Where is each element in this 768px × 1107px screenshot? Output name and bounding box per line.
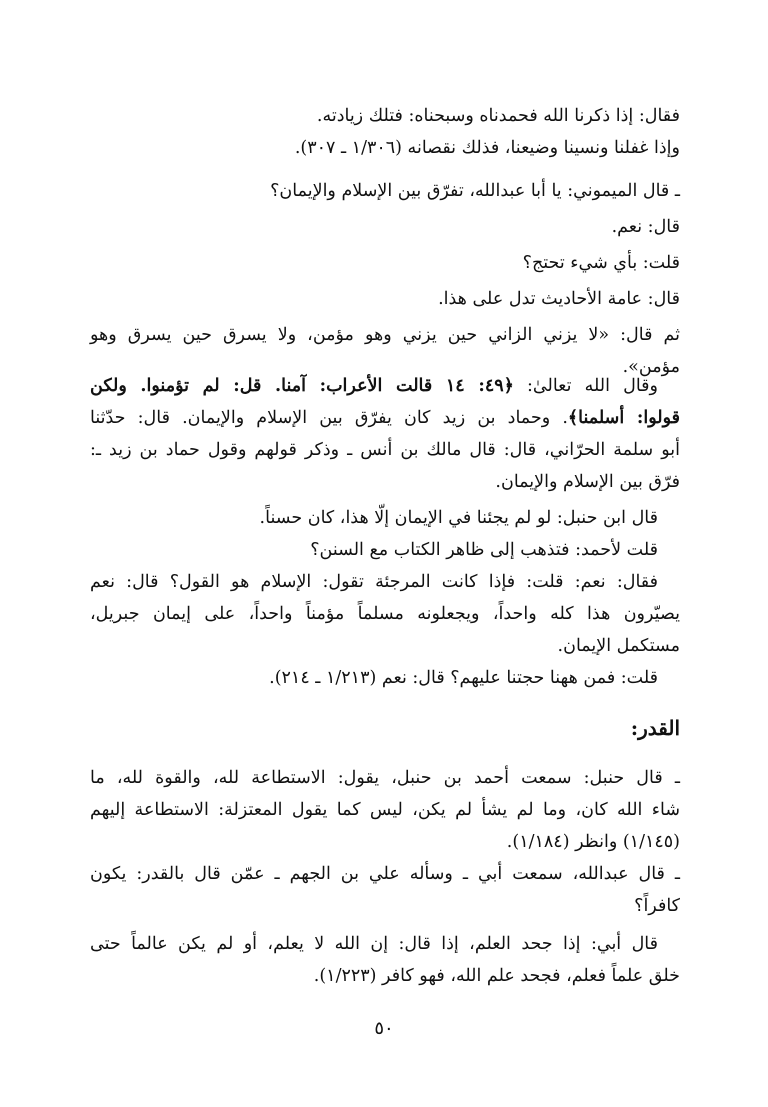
page-number: ٥٠ [374, 1018, 394, 1039]
text-line: قال أبي: إذا جحد العلم، إذا قال: إن الله لا يعلم، أو لم يكن عالماً حتى [90, 934, 658, 954]
text-run: . وحماد بن زيد كان يفرّق بين الإسلام والإيمان. قال: حدّثنا [90, 408, 568, 428]
text-line: وإذا غفلنا ونسينا وضيعنا، فذلك نقصانه (١/٣٠٦ ـ ٣٠٧). [294, 138, 680, 158]
text-line: كافراً؟ [634, 896, 680, 916]
text-run: وقال الله تعالىٰ: [513, 376, 658, 396]
quran-verse-end: قولوا: أسلمنا﴾ [567, 408, 680, 428]
text-line: ثم قال: «لا يزني الزاني حين يزني وهو مؤمن، ولا يسرق حين يسرق وهو [90, 325, 680, 345]
text-line: ـ قال حنبل: سمعت أحمد بن حنبل، يقول: الاستطاعة لله، والقوة لله، ما [90, 768, 680, 788]
text-section-4 [90, 762, 680, 992]
text-line: أبو سلمة الحرّاني، قال: قال مالك بن أنس ـ وذكر قولهم وقول حماد بن زيد ـ: [90, 440, 680, 460]
section-heading: القدر: [630, 716, 680, 740]
text-line: يصيّرون هذا كله واحداً، ويجعلونه مسلماً مؤمناً واحداً، على إيمان جبريل، [90, 604, 680, 624]
text-section-2 [90, 175, 680, 383]
text-line: مؤمن». [622, 357, 680, 377]
text-line: (١/١٤٥) وانظر (١/١٨٤). [506, 832, 680, 852]
text-line: قلت: فمن ههنا حجتنا عليهم؟ قال: نعم (١/٢١٣ ـ ٢١٤). [269, 668, 658, 688]
text-section-3 [90, 370, 680, 694]
text-line: قال ابن حنبل: لو لم يجئنا في الإيمان إلّا هذا، كان حسناً. [259, 508, 658, 528]
text-section-1 [90, 100, 680, 164]
text-line: شاء الله كان، وما لم يشأ لم يكن، ليس كما يقول المعتزلة: الاستطاعة إليهم [90, 800, 680, 820]
text-line: مستكمل الإيمان. [557, 636, 680, 656]
text-line: قلت: بأي شيء تحتج؟ [522, 253, 680, 273]
text-line: فرّق بين الإسلام والإيمان. [495, 472, 680, 492]
text-line: ـ قال الميموني: يا أبا عبدالله، تفرّق بين الإسلام والإيمان؟ [270, 181, 680, 201]
text-line: قال: عامة الأحاديث تدل على هذا. [438, 289, 680, 309]
text-line: فقال: نعم: قلت: فإذا كانت المرجئة تقول: الإسلام هو القول؟ قال: نعم [90, 572, 658, 592]
quran-verse: ﴿٤٩: ١٤ قالت الأعراب: آمنا. قل: لم تؤمنوا. ولكن [90, 376, 514, 396]
section-heading-qadar [90, 712, 680, 744]
text-line: ـ قال عبدالله، سمعت أبي ـ وسأله علي بن الجهم ـ عمّن قال بالقدر: يكون [90, 864, 680, 884]
text-line: خلق علماً فعلم، فجحد علم الله، فهو كافر (١/٢٢٣). [313, 966, 680, 986]
text-line [90, 370, 680, 402]
text-line [90, 402, 680, 434]
text-line: فقال: إذا ذكرنا الله فحمدناه وسبحناه: فتلك زيادته. [316, 106, 680, 126]
text-line: قلت لأحمد: فتذهب إلى ظاهر الكتاب مع السنن؟ [310, 540, 658, 560]
text-line: قال: نعم. [611, 217, 680, 237]
